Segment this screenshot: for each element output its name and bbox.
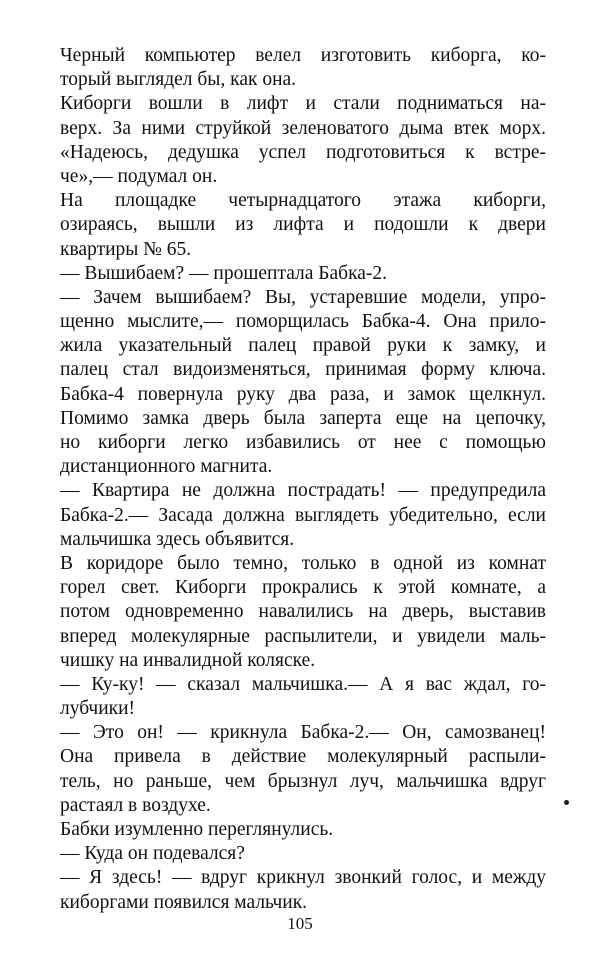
text-line: чишку на инвалидной коляске.	[60, 649, 316, 671]
text-line: В коридоре было темно, только в одной из комнат	[60, 552, 546, 574]
text-line: вперед молекулярные распылители, и увидели маль-	[60, 625, 546, 647]
text-line: киборгами появился мальчик.	[60, 891, 308, 913]
text-line: квартиры № 65.	[60, 238, 192, 260]
text-line: — Это он! — крикнула Бабка-2.— Он, самозванец!	[60, 722, 546, 744]
text-line: верх. За ними струйкой зеленоватого дыма втек морх.	[60, 117, 546, 139]
text-line: торый выглядел бы, как она.	[60, 69, 297, 91]
text-line: че»,— подумал он.	[60, 165, 218, 187]
text-line: жила указательный палец правой руки к замку, и	[60, 335, 546, 357]
text-line: тель, но раньше, чем брызнул луч, мальчишка вдруг	[60, 770, 546, 792]
text-line: На площадке четырнадцатого этажа киборги,	[60, 190, 546, 212]
text-line: — Ку-ку! — сказал мальчишка.— А я вас ждал, го-	[60, 673, 546, 695]
text-line: лубчики!	[60, 698, 136, 720]
text-line: мальчишка здесь объявится.	[60, 528, 295, 550]
text-line: — Куда он подевался?	[60, 843, 245, 865]
text-line: — Зачем вышибаем? Вы, устаревшие модели, упро-	[60, 286, 546, 308]
text-line: потом одновременно навалились на дверь, выставив	[60, 601, 546, 623]
text-line: дистанционного магнита.	[60, 456, 273, 478]
text-line: но киборги легко избавились от нее с помощью	[60, 432, 546, 453]
text-line: Бабка-2.— Засада должна выглядеть убедительно, если	[60, 504, 546, 526]
text-line: озираясь, вышли из лифта и подошли к двери	[60, 214, 546, 236]
text-line: Киборги вошли в лифт и стали подниматься на-	[60, 93, 546, 115]
text-line: Бабки изумленно переглянулись.	[60, 819, 334, 840]
page-text-block	[60, 44, 546, 915]
text-line: Бабка-4 повернула руку два раза, и замок щелкнул.	[60, 383, 546, 405]
text-line: — Вышибаем? — прошептала Бабка-2.	[60, 262, 388, 284]
text-line: — Квартира не должна пострадать! — предупредила	[60, 480, 546, 502]
text-line: Черный компьютер велел изготовить киборга, ко-	[60, 45, 546, 66]
text-line: «Надеюсь, дедушка успел подготовиться к встре-	[60, 141, 546, 163]
text-line: Она привела в действие молекулярный распыли-	[60, 746, 546, 768]
page-number: 105	[287, 914, 313, 933]
text-line: палец стал видоизменяться, принимая форму ключа.	[60, 359, 546, 381]
text-line: щенно мыслите,— поморщилась Бабка-4. Она прило-	[60, 311, 546, 333]
text-line: растаял в воздухе.	[60, 794, 211, 816]
print-speck-mark	[564, 800, 569, 805]
text-line: — Я здесь! — вдруг крикнул звонкий голос, и между	[60, 867, 546, 889]
text-line: Помимо замка дверь была заперта еще на цепочку,	[60, 407, 546, 429]
text-line: горел свет. Киборги прокрались к этой комнате, а	[60, 577, 546, 599]
